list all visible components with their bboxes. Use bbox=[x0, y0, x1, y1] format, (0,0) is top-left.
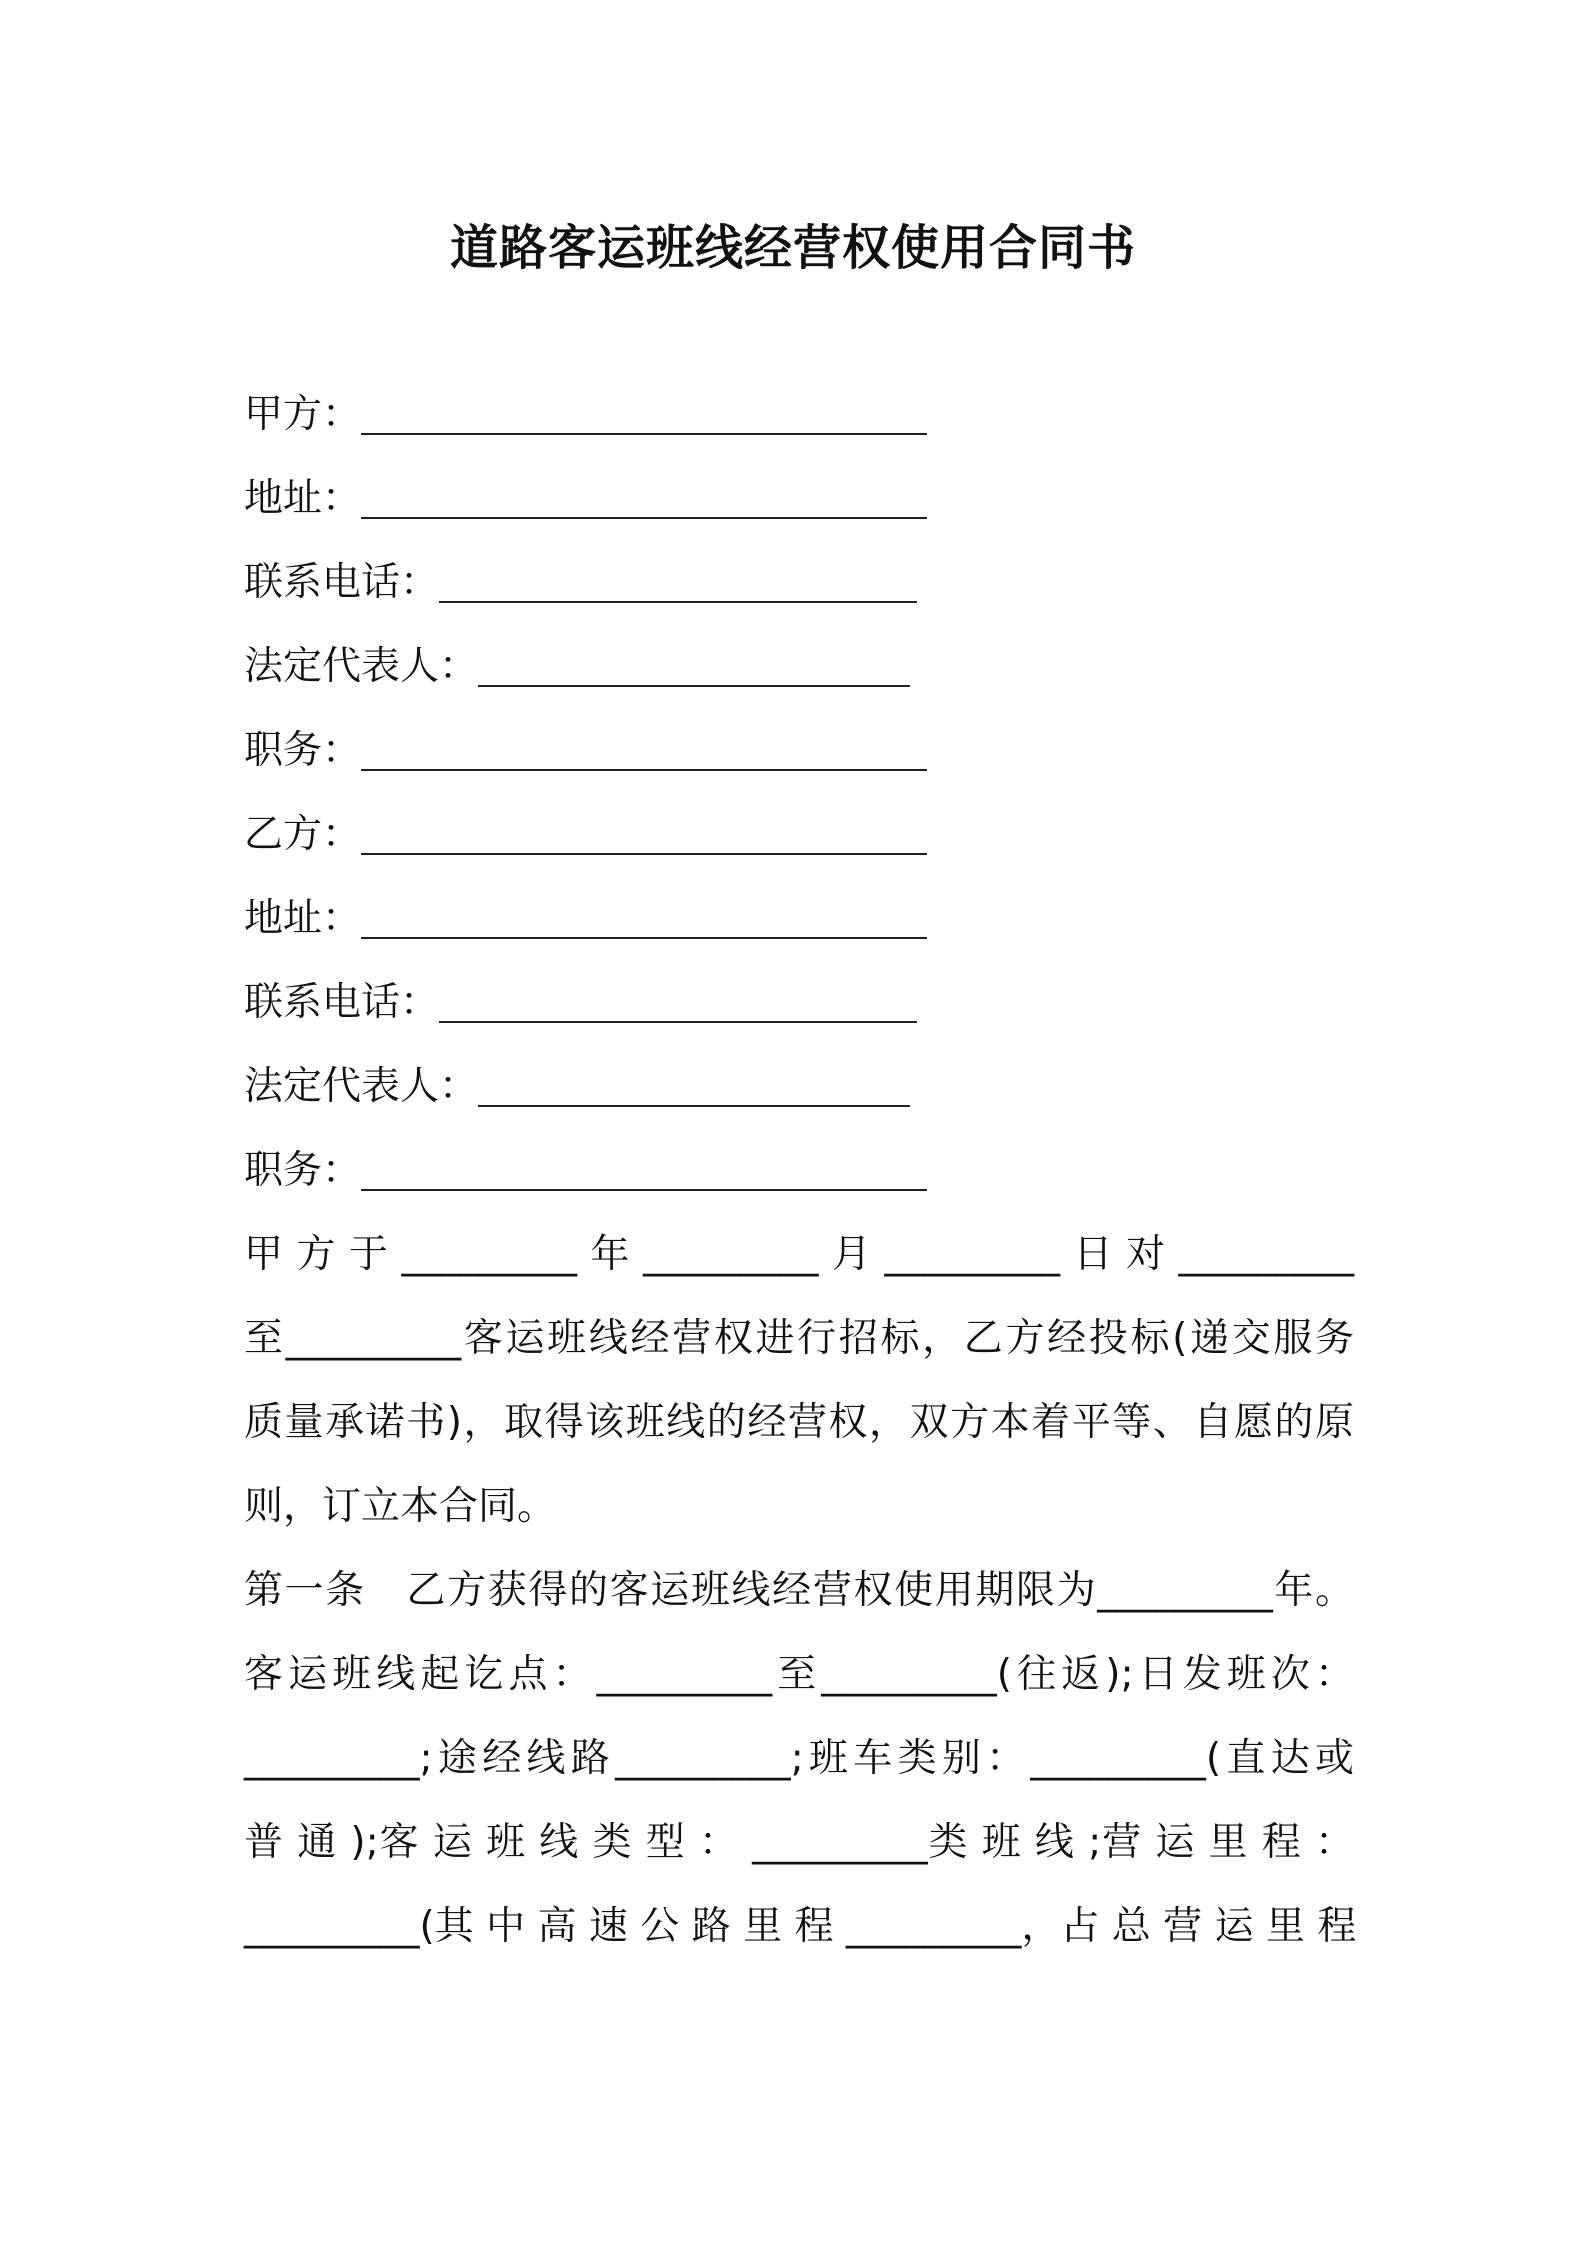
article-1-line-1: 第一条 乙方获得的客运班线经营权使用期限为_________年。 bbox=[244, 1568, 1354, 1613]
party-b-position-label: 职务： bbox=[244, 1148, 362, 1193]
preamble-line-2: 至_________客运班线经营权进行招标，乙方经投标(递交服务 bbox=[244, 1316, 1354, 1361]
party-b-name-blank[interactable] bbox=[361, 815, 927, 855]
article-1-line-2: 客运班线起讫点：_________至_________(往返);日发班次： bbox=[244, 1652, 1354, 1697]
party-b-position-field bbox=[244, 1141, 927, 1201]
party-a-name-label: 甲方： bbox=[244, 392, 362, 437]
party-a-address-field bbox=[244, 469, 927, 529]
preamble-line-3: 质量承诺书)，取得该班线的经营权，双方本着平等、自愿的原 bbox=[244, 1400, 1354, 1445]
party-b-address-blank[interactable] bbox=[361, 899, 927, 939]
party-a-position-blank[interactable] bbox=[361, 731, 927, 771]
party-b-address-label: 地址： bbox=[244, 896, 362, 941]
preamble-line-4: 则，订立本合同。 bbox=[244, 1484, 557, 1529]
party-b-rep-label: 法定代表人： bbox=[244, 1064, 479, 1109]
party-b-name-field bbox=[244, 805, 927, 865]
party-b-rep-blank[interactable] bbox=[478, 1067, 910, 1107]
party-a-rep-label: 法定代表人： bbox=[244, 644, 479, 689]
party-b-position-blank[interactable] bbox=[361, 1151, 927, 1191]
article-1-line-3: _________;途经线路_________;班车类别：_________(直达或 bbox=[244, 1736, 1354, 1781]
party-b-phone-field bbox=[244, 973, 917, 1033]
party-a-rep-field bbox=[244, 637, 910, 697]
party-b-phone-blank[interactable] bbox=[439, 983, 917, 1023]
party-a-address-label: 地址： bbox=[244, 476, 362, 521]
party-b-rep-field bbox=[244, 1057, 910, 1117]
party-a-rep-blank[interactable] bbox=[478, 647, 910, 687]
party-b-name-label: 乙方： bbox=[244, 812, 362, 857]
preamble-line-1: 甲方于_________年_________月_________日对_________ bbox=[244, 1232, 1354, 1277]
party-b-phone-label: 联系电话： bbox=[244, 980, 440, 1025]
article-1-line-5: _________(其 中 高 速 公 路 里 程 _________，占 总 营 运 里 程 bbox=[244, 1904, 1357, 1949]
party-a-position-label: 职务： bbox=[244, 728, 362, 773]
party-a-name-blank[interactable] bbox=[361, 395, 927, 435]
party-a-position-field bbox=[244, 721, 927, 781]
article-1-line-4: 普 通 );客 运 班 线 类 型 ： _________类 班 线 ;营 运 里 程 ： bbox=[244, 1820, 1354, 1865]
party-a-address-blank[interactable] bbox=[361, 479, 927, 519]
document-title: 道路客运班线经营权使用合同书 bbox=[449, 220, 1136, 276]
party-b-address-field bbox=[244, 889, 927, 949]
party-a-name-field bbox=[244, 385, 927, 445]
party-a-phone-blank[interactable] bbox=[439, 563, 917, 603]
party-a-phone-field bbox=[244, 553, 917, 613]
party-a-phone-label: 联系电话： bbox=[244, 560, 440, 605]
